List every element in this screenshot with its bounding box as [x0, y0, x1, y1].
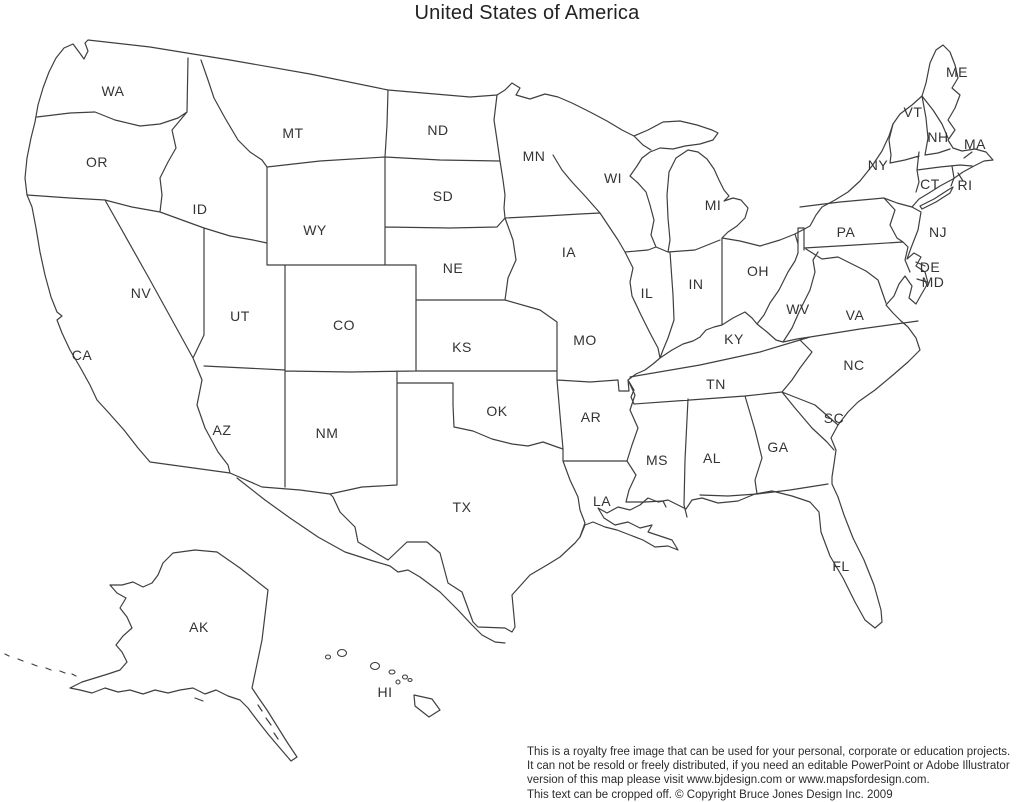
state-label-me: ME [946, 63, 968, 80]
alaska-outline [70, 550, 297, 761]
state-label-de: DE [919, 258, 941, 275]
state-label-md: MD [921, 273, 945, 290]
copyright-line: It can not be resold or freely distributed, if you need an editable PowerPoint or Adobe Illustrator [527, 760, 1010, 773]
hawaii-big-island [414, 695, 440, 717]
state-label-nj: NJ [928, 223, 948, 240]
state-label-nd: ND [427, 121, 449, 138]
copyright-line: This is a royalty free image that can be used for your personal, corporate or education projects. [527, 746, 1011, 758]
state-label-ca: CA [71, 346, 93, 363]
state-label-pa: PA [836, 223, 856, 240]
state-label-mn: MN [522, 147, 546, 164]
state-label-ri: RI [957, 176, 973, 193]
state-label-il: IL [640, 284, 654, 301]
state-label-mi: MI [704, 196, 722, 213]
state-label-wi: WI [603, 169, 623, 186]
continental-us-outline [25, 40, 993, 632]
state-label-ma: MA [964, 135, 986, 152]
state-label-oh: OH [747, 262, 769, 279]
state-label-ms: MS [646, 451, 668, 468]
state-label-tx: TX [452, 498, 472, 515]
state-label-va: VA [845, 306, 865, 323]
copyright-line: This text can be cropped off. © Copyright Bruce Jones Design Inc. 2009 [527, 788, 893, 801]
state-label-ne: NE [442, 259, 464, 276]
state-label-ut: UT [230, 307, 250, 324]
state-label-sc: SC [823, 409, 845, 426]
state-label-la: LA [592, 492, 612, 509]
copyright-line: version of this map please visit www.bjdesign.com or www.mapsfordesign.com. [527, 774, 930, 787]
state-label-al: AL [702, 449, 722, 466]
state-label-mt: MT [282, 124, 304, 141]
state-label-fl: FL [832, 557, 850, 574]
page-title: United States of America [414, 2, 640, 24]
state-label-nm: NM [315, 424, 339, 441]
state-label-wv: WV [786, 300, 810, 317]
state-label-id: ID [192, 200, 208, 217]
state-label-vt: VT [903, 103, 923, 120]
state-label-ny: NY [867, 156, 889, 173]
state-label-ia: IA [561, 243, 577, 260]
state-label-nv: NV [130, 284, 152, 301]
state-label-co: CO [333, 316, 355, 333]
state-label-ga: GA [767, 438, 789, 455]
state-label-az: AZ [212, 421, 232, 438]
copyright-notice [527, 745, 1022, 802]
state-label-ct: CT [920, 175, 940, 192]
state-label-ks: KS [452, 338, 472, 355]
state-label-hi: HI [377, 683, 393, 700]
state-label-ok: OK [486, 402, 508, 419]
state-label-nc: NC [843, 356, 865, 373]
state-label-wy: WY [303, 221, 327, 238]
state-label-ky: KY [724, 330, 744, 347]
state-label-nh: NH [927, 128, 949, 145]
state-label-mo: MO [573, 331, 597, 348]
state-label-ak: AK [189, 618, 209, 635]
state-label-ar: AR [580, 408, 602, 425]
state-label-in: IN [688, 275, 704, 292]
state-label-sd: SD [432, 187, 454, 204]
state-label-tn: TN [706, 375, 726, 392]
state-label-wa: WA [101, 82, 125, 99]
state-label-or: OR [86, 153, 108, 170]
